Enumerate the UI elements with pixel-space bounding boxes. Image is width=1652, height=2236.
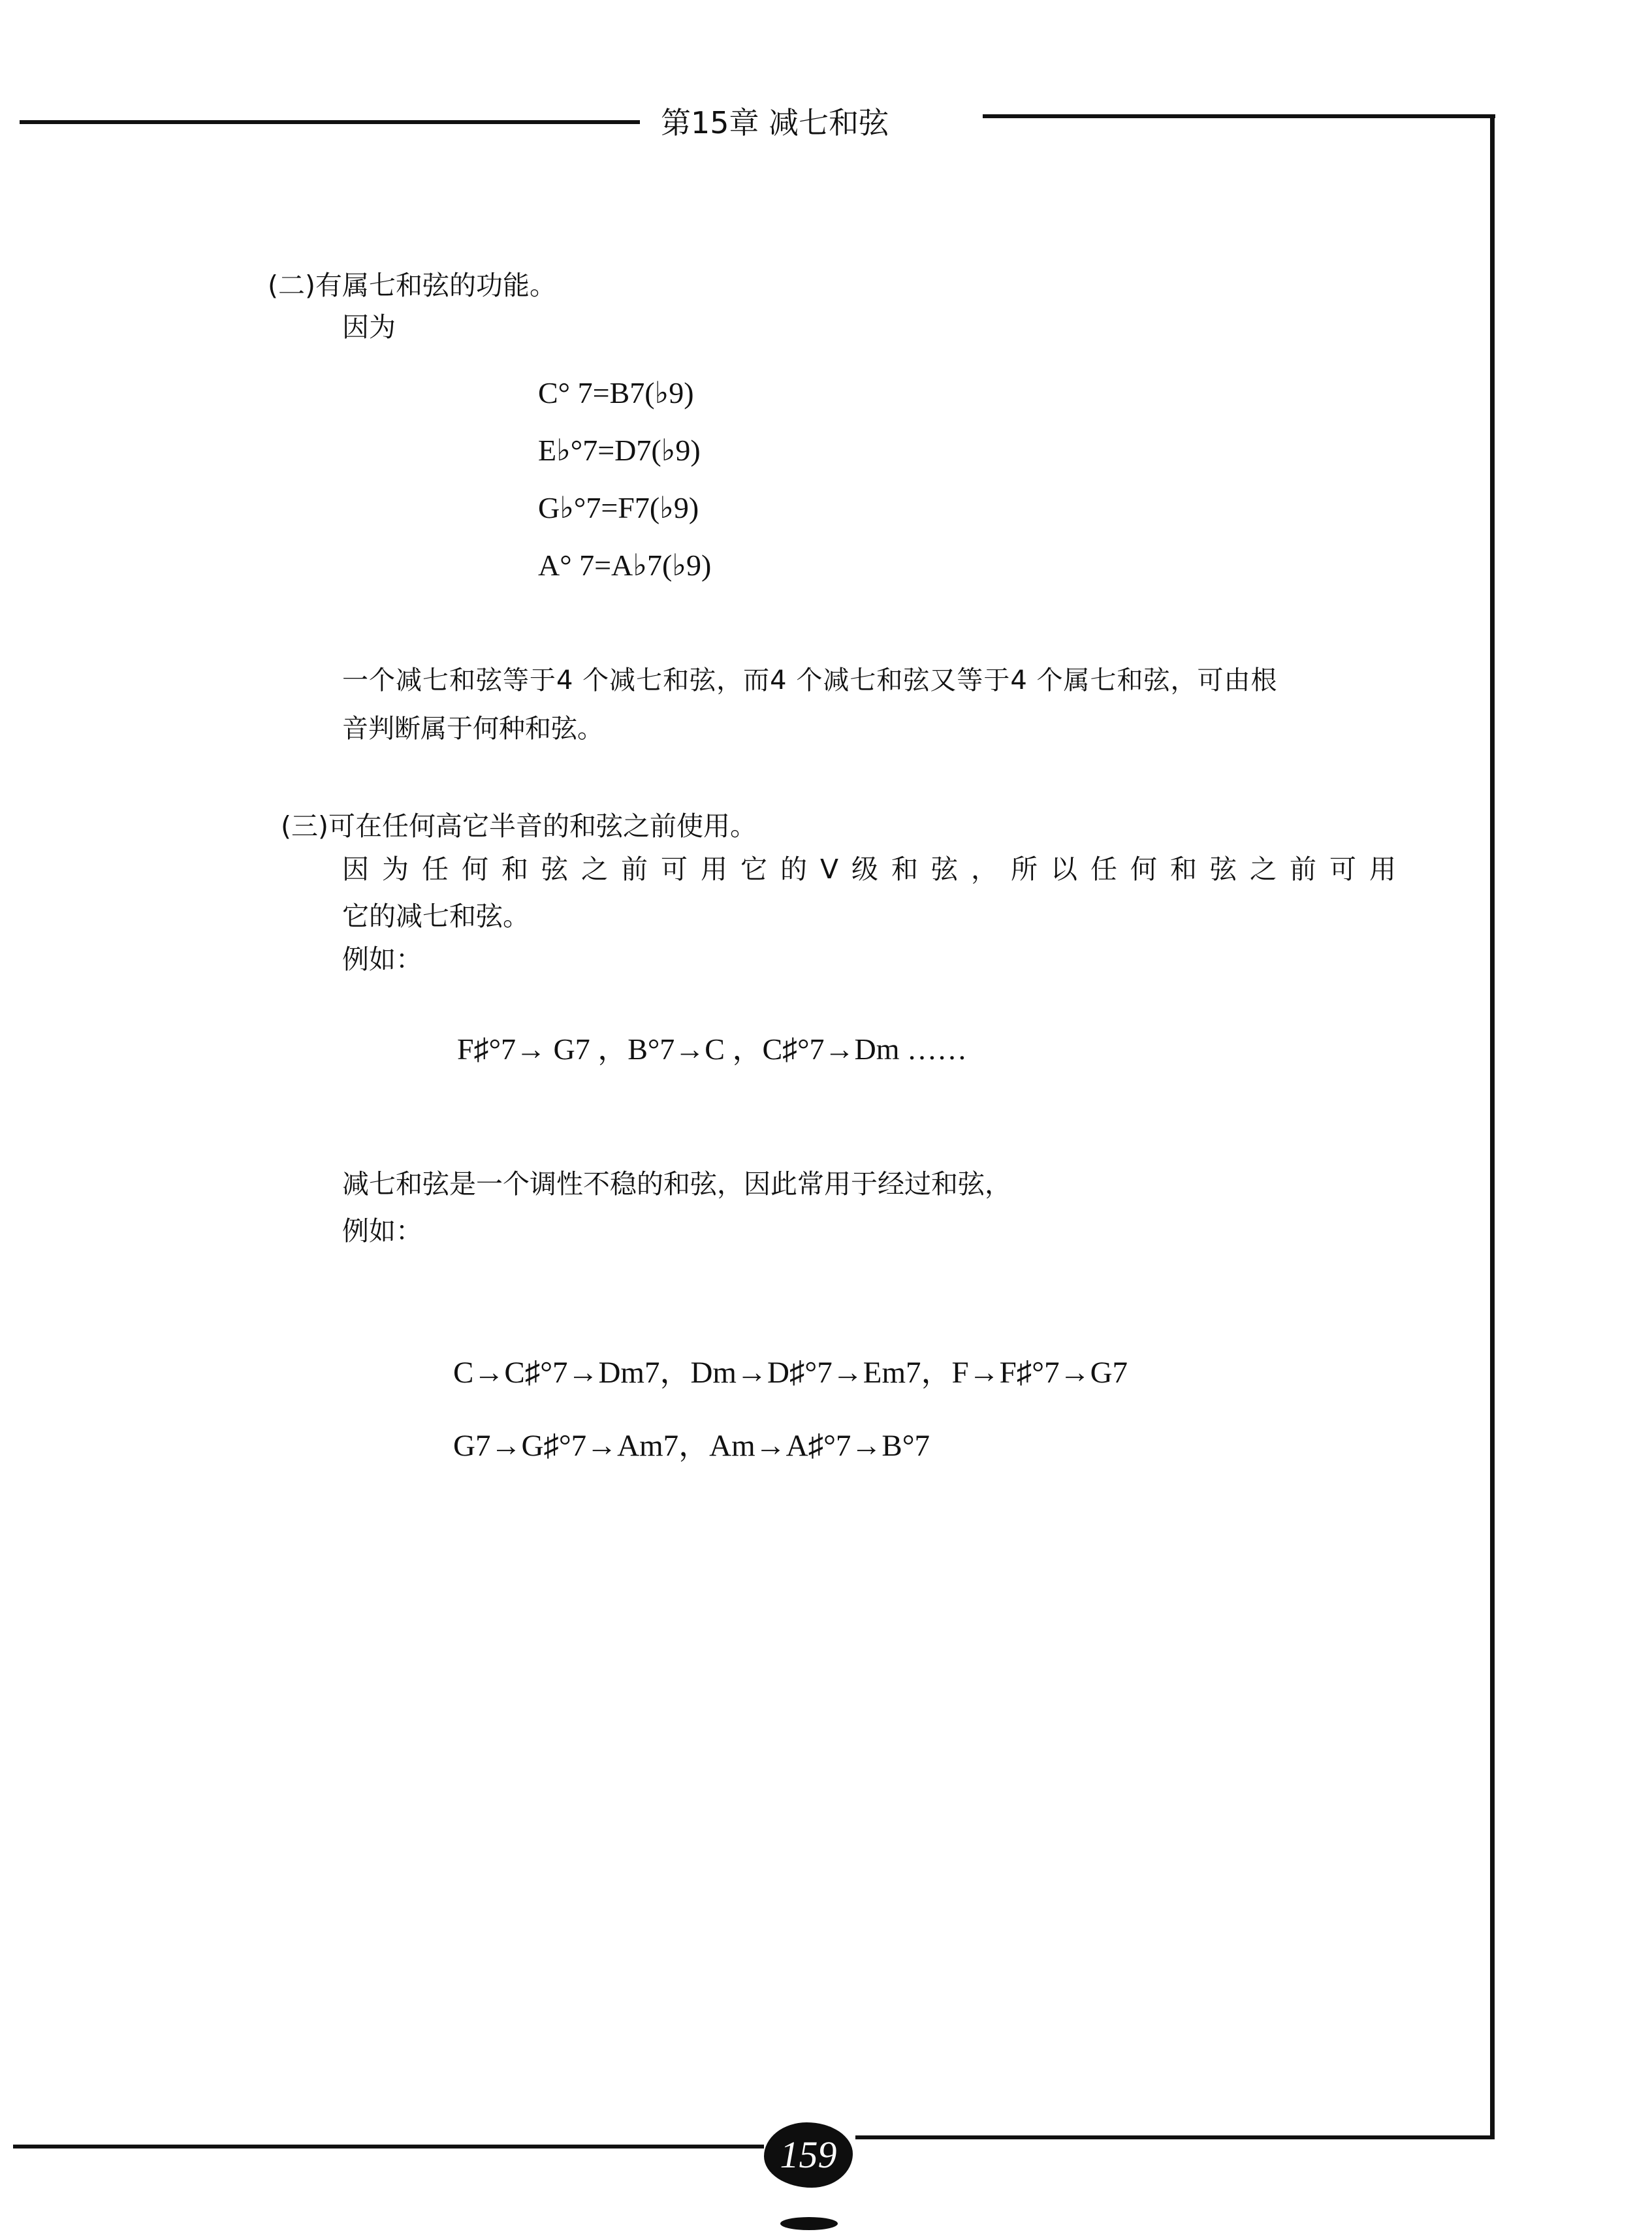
section2-intro: 因为: [342, 311, 396, 343]
footer-rule-left: [13, 2145, 764, 2148]
equation-3: G♭°7=F7(♭9): [538, 491, 699, 524]
page-border-right: [1490, 114, 1495, 2137]
chord-example: F♯°7→ G7 ，B°7→C ，C♯°7→Dm ……: [457, 1032, 968, 1066]
example-label: 例如：: [342, 944, 422, 975]
example-label-2: 例如：: [342, 1215, 422, 1247]
footer-rule-right: [855, 2135, 1495, 2139]
equation-4: A° 7=A♭7(♭9): [538, 549, 712, 582]
chord-progression-2: G7→G♯°7→Am7，Am→A♯°7→B°7: [453, 1429, 930, 1463]
page-number: 159: [780, 2133, 837, 2176]
section2-paragraph-line1: 一个减七和弦等于4 个减七和弦，而4 个减七和弦又等于4 个属七和弦，可由根: [342, 665, 1278, 695]
header-rule-right: [983, 114, 1495, 118]
section3-heading: (三)可在任何高它半音的和弦之前使用。: [281, 810, 757, 842]
section2-heading: (二)有属七和弦的功能。: [268, 270, 556, 301]
section3-line2: 它的减七和弦。: [342, 901, 530, 932]
seal-underline-mark: [780, 2217, 838, 2230]
header-rule-left: [20, 120, 640, 124]
equation-2: E♭°7=D7(♭9): [538, 434, 701, 467]
section3-line1: 因为任何和弦之前可用它的Ⅴ级和弦，所以任何和弦之前可用: [342, 854, 1410, 885]
section3-paragraph: 减七和弦是一个调性不稳的和弦，因此常用于经过和弦，: [342, 1168, 1011, 1200]
chord-progression-1: C→C♯°7→Dm7，Dm→D♯°7→Em7，F→F♯°7→G7: [453, 1356, 1128, 1390]
section2-paragraph-line2: 音判断属于何种和弦。: [342, 714, 603, 744]
chapter-title: 第15章 减七和弦: [661, 105, 889, 140]
page-number-seal: [764, 2122, 853, 2188]
equation-1: C° 7=B7(♭9): [538, 376, 694, 409]
